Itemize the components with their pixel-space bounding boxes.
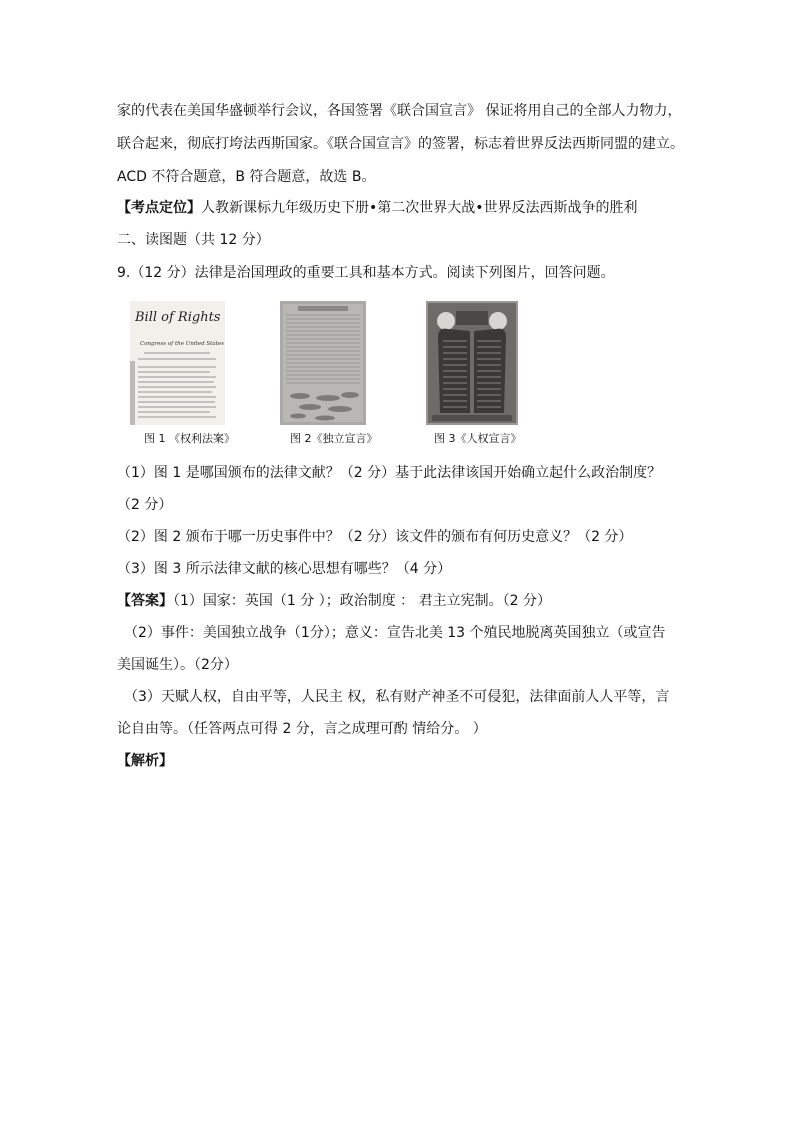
answer-2-line-1: （2）事件：美国独立战争（1分）；意义：宣告北美 13 个殖民地脱离英国独立（或宣告 — [124, 625, 666, 641]
kaodian-tag: 【考点定位】 — [117, 200, 201, 216]
answer-3-line-1: （3）天赋人权，自由平等，人民主 权，私有财产神圣不可侵犯，法律面前人人平等，言 — [124, 689, 670, 705]
question-9: 9.（12 分）法律是治国理政的重要工具和基本方式。阅读下列图片，回答问题。 — [117, 265, 615, 281]
figure-3-caption: 图 3《人权宣言》 — [434, 432, 522, 445]
section-heading: 二、读图题（共 12 分） — [117, 232, 270, 248]
question-9-2: （2）图 2 颁布于哪一历史事件中？（2 分）该文件的颁布有何历史意义？（2 分） — [117, 529, 633, 545]
text-line: 家的代表在美国华盛顿举行会议，各国签署《联合国宣言》 保证将用自己的全部人力物力， — [117, 103, 682, 119]
fig1-title-text: Bill of Rights — [135, 310, 221, 325]
text-line: ACD 不符合题意，B 符合题意，故选 B。 — [117, 169, 376, 185]
answer-line-1 — [117, 591, 551, 611]
figure-1-bill-of-rights — [130, 301, 225, 425]
question-9-1: （1）图 1 是哪国颁布的法律文献？（2 分）基于此法律该国开始确立起什么政治制度？ — [117, 465, 662, 481]
figure-2-declaration-of-independence — [280, 301, 366, 425]
answer-2-line-2: 美国诞生）。（2分） — [117, 657, 238, 673]
kaodian-line — [117, 198, 638, 218]
figure-2-caption: 图 2《独立宣言》 — [290, 432, 378, 445]
figure-1-caption: 图 1 《权利法案》 — [144, 432, 235, 445]
answer-1-text: （1）国家：英国（1 分 ）；政治制度 ： 君主立宪制。（2 分） — [173, 593, 551, 609]
kaodian-text: 人教新课标九年级历史下册•第二次世界大战•世界反法西斯战争的胜利 — [201, 200, 638, 216]
text-line: 联合起来，彻底打垮法西斯国家。《联合国宣言》的签署，标志着世界反法西斯同盟的建立。 — [117, 136, 684, 152]
answer-tag: 【答案】 — [117, 593, 173, 609]
fig1-subtitle-text: Congress of the United States — [140, 341, 224, 347]
question-9-3: （3）图 3 所示法律文献的核心思想有哪些？（4 分） — [117, 561, 452, 577]
question-9-1-points: （2 分） — [117, 497, 173, 513]
figure-3-declaration-of-rights-of-man — [426, 301, 518, 425]
analysis-heading: 【解析】 — [117, 753, 173, 769]
answer-3-line-2: 论自由等。（任答两点可得 2 分，言之成理可酌 情给分。 ） — [117, 721, 487, 737]
